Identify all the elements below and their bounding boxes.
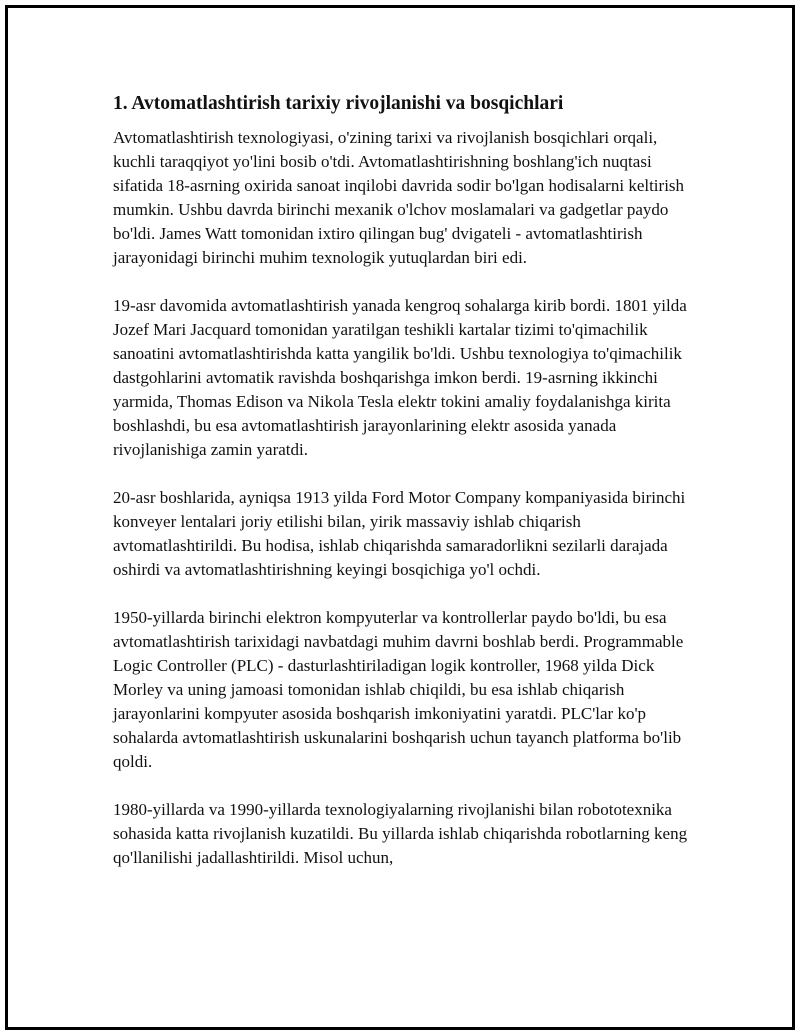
document-body <box>113 90 693 870</box>
paragraph-1950s-plc: 1950-yillarda birinchi elektron kompyuterlar va kontrollerlar paydo bo'ldi, bu esa avtomatlashtirish tarixidagi navbatdagi muhim davrni boshlab berdi. Programmable Logic Controller (PLC) - dasturlashtiriladigan logik kontroller, 1968 yilda Dick Morley va uning jamoasi tomonidan ishlab chiqildi, bu esa ishlab chiqarish jarayonlarini kompyuter asosida boshqarish imkoniyatini yaratdi. PLC'lar ko'p sohalarda avtomatlashtirish uskunalarini boshqarish uchun tayanch platforma bo'lib qoldi. <box>113 608 684 771</box>
section-heading: 1. Avtomatlashtirish tarixiy rivojlanishi va bosqichlari <box>113 93 564 114</box>
paragraph-industrial-revolution: Avtomatlashtirish texnologiyasi, o'zining tarixi va rivojlanish bosqichlari orqali, kuchli taraqqiyot yo'lini bosib o'tdi. Avtomatlashtirishning boshlang'ich nuqtasi sifatida 18-asrning oxirida sanoat inqilobi davrida sodir bo'lgan hodisalarni keltirish mumkin. Ushbu davrda birinchi mexanik o'lchov moslamalari va gadgetlar paydo bo'ldi. James Watt tomonidan ixtiro qilingan bug' dvigateli - avtomatlashtirish jarayonidagi birinchi muhim texnologik yutuqlardan biri edi. <box>113 128 685 267</box>
paragraph-19th-century: 19-asr davomida avtomatlashtirish yanada kengroq sohalarga kirib bordi. 1801 yilda Jozef Mari Jacquard tomonidan yaratilgan teshikli kartalar tizimi to'qimachilik sanoatini avtomatlashtirishda katta yangilik bo'ldi. Ushbu texnologiya to'qimachilik dastgohlarini avtomatik ravishda boshqarishga imkon berdi. 19-asrning ikkinchi yarmida, Thomas Edison va Nikola Tesla elektr tokini amaliy foydalanishga kirita boshlashdi, bu esa avtomatlashtirish jarayonlarining elektr asosida yanada rivojlanishiga zamin yaratdi. <box>113 296 687 459</box>
paragraph-1980s-robotics: 1980-yillarda va 1990-yillarda texnologiyalarning rivojlanishi bilan robototexnika sohasida katta rivojlanish kuzatildi. Bu yillarda ishlab chiqarishda robotlarning keng qo'llanilishi jadallashtirildi. Misol uchun, <box>113 800 688 867</box>
paragraph-20th-century: 20-asr boshlarida, ayniqsa 1913 yilda Ford Motor Company kompaniyasida birinchi konveyer lentalari joriy etilishi bilan, yirik massaviy ishlab chiqarish avtomatlashtirildi. Bu hodisa, ishlab chiqarishda samaradorlikni sezilarli darajada oshirdi va avtomatlashtirishning keyingi bosqichiga yo'l ochdi. <box>113 488 686 579</box>
